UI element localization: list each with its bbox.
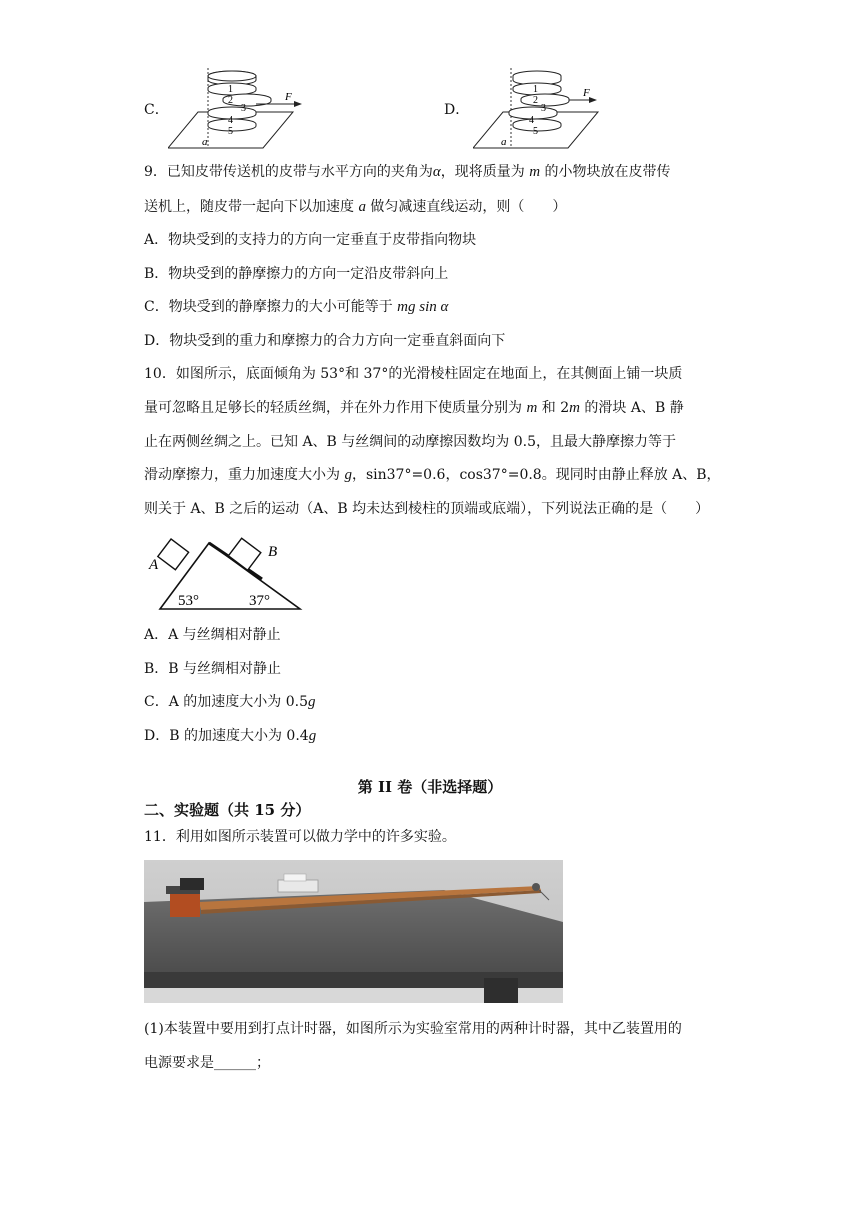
- disc-3-label: 3: [241, 103, 246, 114]
- q10-option-b: B．B 与丝绸相对静止: [144, 661, 282, 677]
- force-label: F: [285, 91, 292, 103]
- q10-option-d: D．B 的加速度大小为 0.4g: [144, 728, 317, 744]
- q8-option-d-figure: [473, 66, 613, 152]
- q8-option-d-label: D．: [444, 102, 470, 118]
- section-title: 第 II 卷（非选择题）: [357, 778, 503, 796]
- q9-option-d: D．物块受到的重力和摩擦力的合力方向一定垂直斜面向下: [144, 333, 506, 349]
- disc-1-label: 1: [228, 84, 233, 95]
- q9-stem-line-2: 送机上，随皮带一起向下以加速度 a 做匀减速直线运动，则（ ）: [144, 199, 567, 215]
- disc-2-label: 2: [533, 95, 538, 106]
- block-b-label: B: [268, 544, 278, 560]
- q10-option-c: C．A 的加速度大小为 0.5g: [144, 694, 316, 710]
- disc-2-label: 2: [228, 95, 233, 106]
- force-label: F: [583, 87, 590, 99]
- q9-option-b: B．物块受到的静摩擦力的方向一定沿皮带斜向上: [144, 266, 449, 282]
- disc-5-label: 5: [533, 126, 538, 137]
- q9-option-a: A．物块受到的支持力的方向一定垂直于皮带指向物块: [144, 232, 477, 248]
- q10-stem-line-4: 滑动摩擦力，重力加速度大小为 g，sin37°=0.6，cos37°=0.8。现同时由静止释放 A、B，: [144, 467, 721, 483]
- q9-option-c: C．物块受到的静摩擦力的大小可能等于 mg sin α: [144, 299, 449, 315]
- q10-prism-figure: [146, 530, 306, 614]
- q9-stem-line-1: 9．已知皮带传送机的皮带与水平方向的夹角为α，现将质量为 m 的小物块放在皮带传: [144, 164, 671, 180]
- disc-5-label: 5: [228, 126, 233, 137]
- angle-53-label: 53°: [178, 593, 199, 609]
- apparatus-photo: [144, 860, 563, 1003]
- q11-sub1-line-2: 电源要求是______；: [144, 1055, 270, 1071]
- disc-4-label: 4: [529, 115, 534, 126]
- q10-stem-line-1: 10．如图所示，底面倾角为 53°和 37°的光滑棱柱固定在地面上，在其侧面上铺一块质: [144, 366, 683, 382]
- disc-4-label: 4: [228, 115, 233, 126]
- block-a-label: A: [149, 557, 159, 573]
- q10-stem-line-3: 止在两侧丝绸之上。已知 A、B 与丝绸间的动摩擦因数均为 0.5，且最大静摩擦力等于: [144, 434, 677, 450]
- q10-stem-line-5: 则关于 A、B 之后的运动（A、B 均未达到棱柱的顶端或底端），下列说法正确的是（ ）: [144, 501, 710, 517]
- q11-stem: 11．利用如图所示装置可以做力学中的许多实验。: [144, 829, 456, 845]
- point-a-label: a: [501, 136, 507, 148]
- angle-37-label: 37°: [249, 593, 270, 609]
- q11-sub1-line-1: (1)本装置中要用到打点计时器，如图所示为实验室常用的两种计时器，其中乙装置用的: [144, 1021, 682, 1037]
- q10-stem-line-2: 量可忽略且足够长的轻质丝绸，并在外力作用下使质量分别为 m 和 2m 的滑块 A、B 静: [144, 400, 684, 416]
- section-heading: 二、实验题（共 15 分）: [144, 801, 311, 819]
- q8-option-c-figure: [168, 66, 308, 152]
- q8-option-c-label: C．: [144, 102, 169, 118]
- q10-option-a: A．A 与丝绸相对静止: [144, 627, 281, 643]
- disc-3-label: 3: [541, 103, 546, 114]
- disc-1-label: 1: [533, 84, 538, 95]
- point-a-label: a: [202, 136, 208, 148]
